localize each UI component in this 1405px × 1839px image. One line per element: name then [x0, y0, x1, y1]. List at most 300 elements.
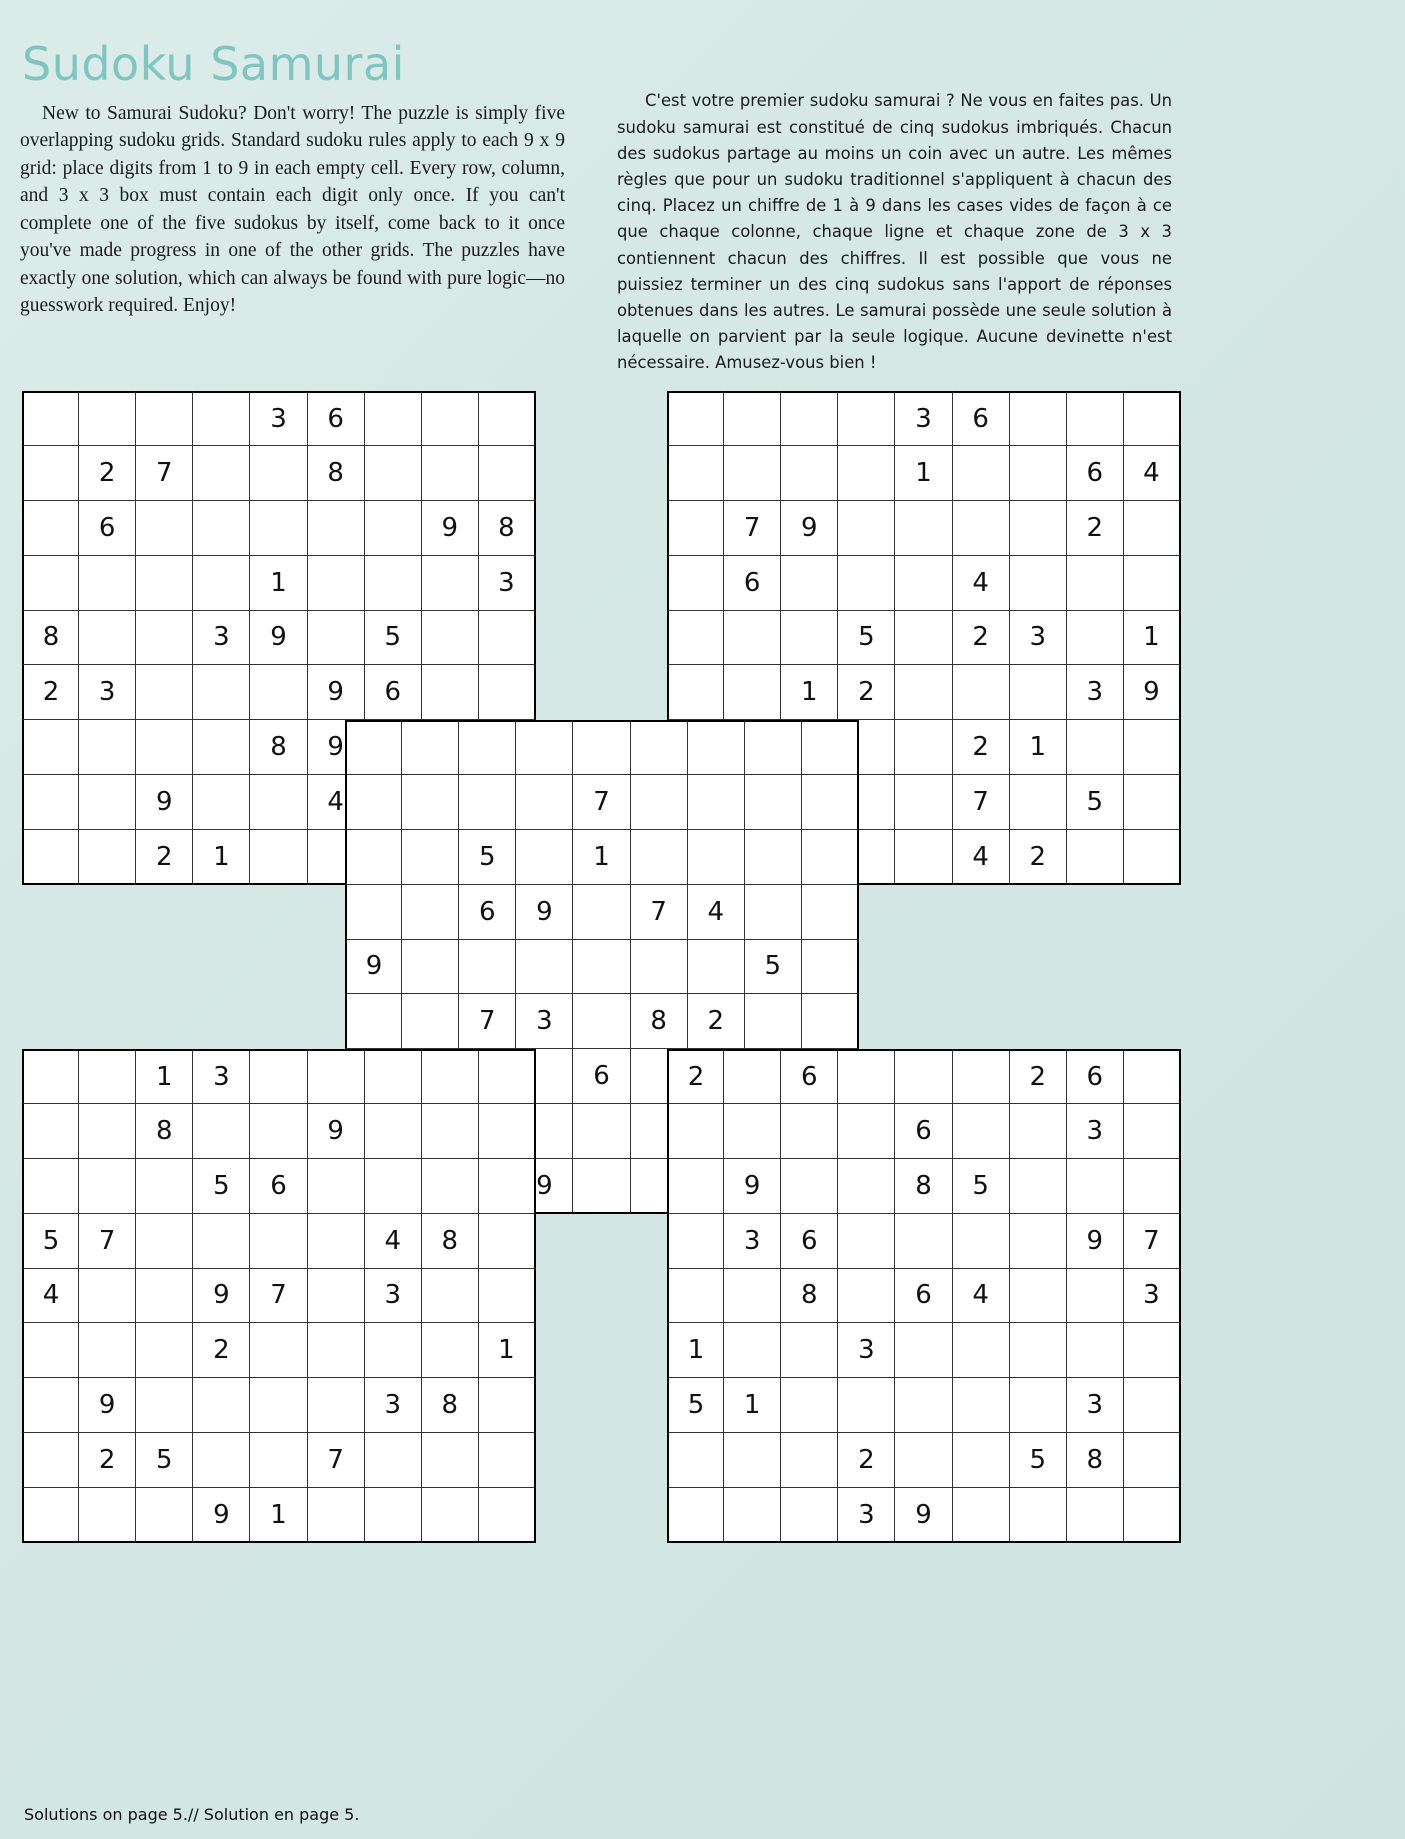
sudoku-cell-empty[interactable]: [479, 391, 536, 446]
sudoku-cell-empty[interactable]: [781, 1323, 838, 1378]
sudoku-cell-empty[interactable]: [1124, 391, 1181, 446]
sudoku-cell-empty[interactable]: [1124, 501, 1181, 556]
sudoku-cell-empty[interactable]: [516, 940, 573, 995]
sudoku-cell-empty[interactable]: [22, 830, 79, 885]
sudoku-cell-empty[interactable]: [895, 1214, 952, 1269]
sudoku-cell-empty[interactable]: [365, 556, 422, 611]
sudoku-cell-empty[interactable]: [422, 1433, 479, 1488]
sudoku-cell-empty[interactable]: [308, 1323, 365, 1378]
sudoku-cell-empty[interactable]: [479, 611, 536, 666]
sudoku-cell-given: 3: [1010, 611, 1067, 666]
sudoku-cell-empty[interactable]: [308, 501, 365, 556]
sudoku-cell-empty[interactable]: [136, 720, 193, 775]
sudoku-cell-empty[interactable]: [667, 391, 724, 446]
sudoku-cell-empty[interactable]: [22, 775, 79, 830]
sudoku-cell-empty[interactable]: [193, 391, 250, 446]
sudoku-cell-empty[interactable]: [781, 611, 838, 666]
sudoku-cell-empty[interactable]: [250, 1378, 307, 1433]
sudoku-cell-given: 5: [953, 1159, 1010, 1214]
sudoku-cell-empty[interactable]: [250, 1104, 307, 1159]
sudoku-cell-empty[interactable]: [250, 1049, 307, 1104]
sudoku-cell-given: 2: [688, 994, 745, 1049]
sudoku-cell-empty[interactable]: [22, 1104, 79, 1159]
sudoku-cell-empty[interactable]: [573, 940, 630, 995]
sudoku-cell-empty[interactable]: [22, 1049, 79, 1104]
sudoku-cell-empty[interactable]: [136, 391, 193, 446]
sudoku-cell-empty[interactable]: [22, 1433, 79, 1488]
sudoku-cell-empty[interactable]: [479, 446, 536, 501]
sudoku-cell-empty[interactable]: [573, 1159, 630, 1214]
sudoku-cell-empty[interactable]: [781, 1433, 838, 1488]
sudoku-cell-empty[interactable]: [365, 446, 422, 501]
sudoku-cell-empty[interactable]: [688, 830, 745, 885]
sudoku-cell-empty[interactable]: [745, 720, 802, 775]
sudoku-cell-empty[interactable]: [136, 1159, 193, 1214]
sudoku-cell-given: 3: [365, 1269, 422, 1324]
sudoku-cell-empty[interactable]: [79, 1488, 136, 1543]
sudoku-cell-empty[interactable]: [895, 665, 952, 720]
sudoku-cell-empty[interactable]: [745, 830, 802, 885]
sudoku-cell-given: 5: [1067, 775, 1124, 830]
sudoku-cell-empty[interactable]: [308, 611, 365, 666]
sudoku-cell-empty[interactable]: [402, 885, 459, 940]
sudoku-cell-empty[interactable]: [1010, 556, 1067, 611]
sudoku-cell-empty[interactable]: [838, 1159, 895, 1214]
sudoku-cell-empty[interactable]: [745, 775, 802, 830]
sudoku-cell-empty[interactable]: [667, 1269, 724, 1324]
sudoku-cell-empty[interactable]: [1010, 1214, 1067, 1269]
sudoku-cell-empty[interactable]: [631, 830, 688, 885]
sudoku-cell-given: 5: [136, 1433, 193, 1488]
sudoku-cell-empty[interactable]: [308, 1269, 365, 1324]
sudoku-cell-empty[interactable]: [667, 501, 724, 556]
sudoku-cell-given: 1: [724, 1378, 781, 1433]
sudoku-cell-empty[interactable]: [1010, 446, 1067, 501]
sudoku-cell-given: 3: [250, 391, 307, 446]
sudoku-cell-empty[interactable]: [402, 994, 459, 1049]
sudoku-cell-empty[interactable]: [422, 1269, 479, 1324]
sudoku-cell-empty[interactable]: [745, 885, 802, 940]
sudoku-cell-empty[interactable]: [895, 720, 952, 775]
sudoku-cell-empty[interactable]: [365, 1104, 422, 1159]
sudoku-cell-empty[interactable]: [838, 1214, 895, 1269]
sudoku-cell-given: 2: [79, 1433, 136, 1488]
sudoku-cell-empty[interactable]: [402, 775, 459, 830]
sudoku-cell-empty[interactable]: [838, 1049, 895, 1104]
sudoku-cell-empty[interactable]: [308, 1049, 365, 1104]
sudoku-cell-empty[interactable]: [479, 1214, 536, 1269]
sudoku-cell-given: 3: [1124, 1269, 1181, 1324]
sudoku-cell-empty[interactable]: [953, 1488, 1010, 1543]
sudoku-cell-empty[interactable]: [308, 1159, 365, 1214]
sudoku-cell-empty[interactable]: [953, 1323, 1010, 1378]
sudoku-cell-empty[interactable]: [781, 1378, 838, 1433]
sudoku-cell-empty[interactable]: [1010, 1378, 1067, 1433]
sudoku-cell-empty[interactable]: [724, 391, 781, 446]
sudoku-cell-empty[interactable]: [1067, 391, 1124, 446]
sudoku-cell-empty[interactable]: [1124, 1159, 1181, 1214]
sudoku-cell-empty[interactable]: [631, 775, 688, 830]
sudoku-cell-empty[interactable]: [802, 720, 859, 775]
sudoku-cell-empty[interactable]: [459, 775, 516, 830]
sudoku-cell-empty[interactable]: [953, 1378, 1010, 1433]
sudoku-cell-empty[interactable]: [1067, 1323, 1124, 1378]
sudoku-cell-empty[interactable]: [802, 885, 859, 940]
sudoku-cell-empty[interactable]: [22, 501, 79, 556]
sudoku-cell-empty[interactable]: [1124, 1433, 1181, 1488]
sudoku-cell-empty[interactable]: [79, 720, 136, 775]
sudoku-cell-empty[interactable]: [953, 1049, 1010, 1104]
sudoku-cell-empty[interactable]: [422, 446, 479, 501]
sudoku-cell-empty[interactable]: [1124, 830, 1181, 885]
sudoku-cell-given: 7: [459, 994, 516, 1049]
sudoku-cell-empty[interactable]: [667, 1159, 724, 1214]
sudoku-cell-given: 1: [781, 665, 838, 720]
sudoku-cell-empty[interactable]: [781, 556, 838, 611]
sudoku-cell-empty[interactable]: [365, 391, 422, 446]
sudoku-cell-empty[interactable]: [345, 885, 402, 940]
sudoku-cell-empty[interactable]: [422, 1159, 479, 1214]
sudoku-cell-empty[interactable]: [1067, 611, 1124, 666]
sudoku-cell-empty[interactable]: [459, 720, 516, 775]
sudoku-cell-given: 7: [953, 775, 1010, 830]
sudoku-cell-empty[interactable]: [895, 775, 952, 830]
sudoku-cell-empty[interactable]: [724, 1104, 781, 1159]
sudoku-cell-empty[interactable]: [953, 665, 1010, 720]
sudoku-cell-given: 6: [79, 501, 136, 556]
sudoku-cell-empty[interactable]: [838, 391, 895, 446]
sudoku-cell-empty[interactable]: [193, 556, 250, 611]
sudoku-cell-empty[interactable]: [250, 1323, 307, 1378]
sudoku-cell-empty[interactable]: [895, 1433, 952, 1488]
sudoku-cell-empty[interactable]: [193, 1433, 250, 1488]
sudoku-cell-empty[interactable]: [724, 1269, 781, 1324]
sudoku-cell-empty[interactable]: [667, 665, 724, 720]
sudoku-cell-empty[interactable]: [79, 1104, 136, 1159]
sudoku-cell-empty[interactable]: [895, 556, 952, 611]
sudoku-cell-empty[interactable]: [1010, 1104, 1067, 1159]
sudoku-cell-empty[interactable]: [308, 556, 365, 611]
sudoku-cell-empty[interactable]: [516, 775, 573, 830]
sudoku-cell-empty[interactable]: [422, 611, 479, 666]
sudoku-cell-empty[interactable]: [250, 775, 307, 830]
sudoku-cell-empty[interactable]: [838, 1269, 895, 1324]
sudoku-cell-empty[interactable]: [479, 1049, 536, 1104]
sudoku-cell-empty[interactable]: [422, 556, 479, 611]
sudoku-cell-empty[interactable]: [22, 1378, 79, 1433]
sudoku-cell-given: 2: [838, 1433, 895, 1488]
sudoku-cell-empty[interactable]: [667, 1104, 724, 1159]
sudoku-cell-empty[interactable]: [1124, 1104, 1181, 1159]
sudoku-cell-empty[interactable]: [365, 1049, 422, 1104]
sudoku-cell-given: 7: [573, 775, 630, 830]
sudoku-cell-empty[interactable]: [79, 830, 136, 885]
sudoku-cell-empty[interactable]: [193, 1104, 250, 1159]
sudoku-cell-empty[interactable]: [193, 720, 250, 775]
sudoku-cell-given: 2: [79, 446, 136, 501]
sudoku-cell-empty[interactable]: [1067, 830, 1124, 885]
sudoku-cell-empty[interactable]: [136, 665, 193, 720]
sudoku-cell-empty[interactable]: [688, 720, 745, 775]
sudoku-cell-empty[interactable]: [724, 611, 781, 666]
sudoku-cell-empty[interactable]: [1067, 1159, 1124, 1214]
sudoku-cell-empty[interactable]: [250, 1214, 307, 1269]
sudoku-cell-given: 9: [136, 775, 193, 830]
sudoku-cell-empty[interactable]: [193, 1214, 250, 1269]
sudoku-cell-empty[interactable]: [573, 1104, 630, 1159]
sudoku-cell-empty[interactable]: [422, 665, 479, 720]
sudoku-cell-given: 6: [365, 665, 422, 720]
sudoku-cell-empty[interactable]: [724, 665, 781, 720]
sudoku-cell-empty[interactable]: [1010, 665, 1067, 720]
sudoku-cell-empty[interactable]: [79, 1049, 136, 1104]
sudoku-cell-given: 3: [1067, 665, 1124, 720]
sudoku-cell-empty[interactable]: [136, 1269, 193, 1324]
sudoku-cell-empty[interactable]: [724, 1433, 781, 1488]
sudoku-cell-empty[interactable]: [802, 830, 859, 885]
sudoku-cell-empty[interactable]: [781, 1104, 838, 1159]
sudoku-cell-empty[interactable]: [422, 391, 479, 446]
sudoku-cell-empty[interactable]: [895, 1323, 952, 1378]
sudoku-cell-empty[interactable]: [688, 940, 745, 995]
sudoku-cell-given: 6: [573, 1049, 630, 1104]
sudoku-cell-empty[interactable]: [402, 720, 459, 775]
sudoku-cell-empty[interactable]: [781, 1488, 838, 1543]
sudoku-cell-empty[interactable]: [724, 446, 781, 501]
sudoku-cell-given: 9: [1124, 665, 1181, 720]
sudoku-cell-empty[interactable]: [1010, 1323, 1067, 1378]
sudoku-cell-given: 9: [193, 1488, 250, 1543]
sudoku-cell-empty[interactable]: [781, 391, 838, 446]
sudoku-cell-empty[interactable]: [422, 1104, 479, 1159]
sudoku-cell-empty[interactable]: [895, 830, 952, 885]
sudoku-cell-given: 9: [422, 501, 479, 556]
sudoku-cell-empty[interactable]: [838, 446, 895, 501]
sudoku-cell-given: 2: [667, 1049, 724, 1104]
sudoku-cell-empty[interactable]: [79, 391, 136, 446]
sudoku-cell-empty[interactable]: [573, 720, 630, 775]
sudoku-cell-empty[interactable]: [136, 1488, 193, 1543]
sudoku-cell-empty[interactable]: [479, 1378, 536, 1433]
sudoku-cell-empty[interactable]: [838, 556, 895, 611]
sudoku-cell-given: 9: [308, 665, 365, 720]
sudoku-cell-empty[interactable]: [745, 994, 802, 1049]
sudoku-cell-given: 9: [345, 940, 402, 995]
sudoku-cell-empty[interactable]: [193, 775, 250, 830]
sudoku-cell-empty[interactable]: [365, 1323, 422, 1378]
sudoku-cell-empty[interactable]: [1010, 501, 1067, 556]
sudoku-cell-given: 9: [1067, 1214, 1124, 1269]
sudoku-cell-empty[interactable]: [802, 775, 859, 830]
sudoku-cell-empty[interactable]: [953, 501, 1010, 556]
sudoku-cell-empty[interactable]: [1124, 556, 1181, 611]
sudoku-cell-empty[interactable]: [1010, 775, 1067, 830]
sudoku-cell-given: 3: [724, 1214, 781, 1269]
sudoku-cell-empty[interactable]: [345, 994, 402, 1049]
sudoku-cell-empty[interactable]: [79, 1269, 136, 1324]
sudoku-cell-empty[interactable]: [631, 720, 688, 775]
sudoku-cell-empty[interactable]: [22, 1159, 79, 1214]
sudoku-cell-empty[interactable]: [422, 1323, 479, 1378]
sudoku-cell-empty[interactable]: [667, 556, 724, 611]
sudoku-cell-given: 7: [136, 446, 193, 501]
sudoku-cell-empty[interactable]: [345, 720, 402, 775]
sudoku-cell-empty[interactable]: [953, 1214, 1010, 1269]
sudoku-cell-empty[interactable]: [667, 446, 724, 501]
sudoku-cell-empty[interactable]: [22, 1488, 79, 1543]
sudoku-cell-empty[interactable]: [895, 611, 952, 666]
sudoku-cell-empty[interactable]: [479, 1433, 536, 1488]
sudoku-cell-empty[interactable]: [802, 940, 859, 995]
sudoku-cell-empty[interactable]: [631, 940, 688, 995]
sudoku-cell-empty[interactable]: [1067, 556, 1124, 611]
sudoku-cell-empty[interactable]: [250, 501, 307, 556]
sudoku-cell-empty[interactable]: [79, 611, 136, 666]
sudoku-cell-empty[interactable]: [250, 446, 307, 501]
sudoku-cell-given: 4: [953, 830, 1010, 885]
sudoku-cell-empty[interactable]: [667, 1433, 724, 1488]
sudoku-cell-given: 1: [573, 830, 630, 885]
sudoku-cell-empty[interactable]: [250, 665, 307, 720]
sudoku-cell-empty[interactable]: [895, 1049, 952, 1104]
sudoku-cell-empty[interactable]: [479, 1269, 536, 1324]
sudoku-cell-given: 6: [895, 1104, 952, 1159]
sudoku-cell-empty[interactable]: [838, 1378, 895, 1433]
sudoku-cell-empty[interactable]: [136, 611, 193, 666]
sudoku-cell-empty[interactable]: [345, 830, 402, 885]
sudoku-cell-empty[interactable]: [953, 446, 1010, 501]
sudoku-cell-empty[interactable]: [516, 720, 573, 775]
sudoku-cell-empty[interactable]: [136, 1378, 193, 1433]
sudoku-cell-given: 9: [308, 1104, 365, 1159]
sudoku-cell-empty[interactable]: [79, 556, 136, 611]
sudoku-cell-empty[interactable]: [193, 446, 250, 501]
sudoku-cell-empty[interactable]: [22, 391, 79, 446]
sudoku-cell-given: 1: [250, 1488, 307, 1543]
sudoku-cell-given: 1: [1124, 611, 1181, 666]
sudoku-cell-empty[interactable]: [459, 940, 516, 995]
sudoku-cell-empty[interactable]: [1010, 1269, 1067, 1324]
sudoku-cell-empty[interactable]: [667, 1214, 724, 1269]
intro-text-english: New to Samurai Sudoku? Don't worry! The puzzle is simply five overlapping sudoku grids. Standard sudoku rules apply to each 9 x 9 grid: place digits from 1 to 9 in each empty cell. Every row, column, and 3 x 3 box must contain each digit only once. If you can't complete one of the five sudokus by itself, come back to it once you've made progress in one of the other grids. The puzzles have exactly one solution, which can always be found with pure logic—no guesswork required. Enjoy!: [20, 102, 565, 316]
sudoku-cell-empty[interactable]: [136, 556, 193, 611]
sudoku-cell-empty[interactable]: [953, 1104, 1010, 1159]
sudoku-cell-empty[interactable]: [1124, 775, 1181, 830]
sudoku-cell-empty[interactable]: [781, 446, 838, 501]
sudoku-cell-empty[interactable]: [781, 1159, 838, 1214]
sudoku-cell-empty[interactable]: [402, 830, 459, 885]
sudoku-cell-empty[interactable]: [479, 665, 536, 720]
sudoku-cell-empty[interactable]: [402, 940, 459, 995]
sudoku-cell-empty[interactable]: [1010, 391, 1067, 446]
sudoku-cell-empty[interactable]: [1124, 720, 1181, 775]
sudoku-cell-empty[interactable]: [22, 720, 79, 775]
sudoku-cell-empty[interactable]: [479, 1104, 536, 1159]
sudoku-cell-empty[interactable]: [573, 994, 630, 1049]
sudoku-cell-empty[interactable]: [1124, 1323, 1181, 1378]
sudoku-cell-empty[interactable]: [1010, 1488, 1067, 1543]
sudoku-cell-given: 9: [781, 501, 838, 556]
sudoku-cell-empty[interactable]: [724, 1049, 781, 1104]
sudoku-cell-given: 8: [1067, 1433, 1124, 1488]
sudoku-cell-empty[interactable]: [250, 1433, 307, 1488]
sudoku-cell-empty[interactable]: [802, 994, 859, 1049]
sudoku-cell-empty[interactable]: [193, 665, 250, 720]
sudoku-cell-empty[interactable]: [365, 501, 422, 556]
sudoku-cell-empty[interactable]: [308, 1214, 365, 1269]
sudoku-cell-empty[interactable]: [136, 1323, 193, 1378]
sudoku-cell-empty[interactable]: [667, 611, 724, 666]
sudoku-cell-empty[interactable]: [136, 1214, 193, 1269]
sudoku-cell-given: 2: [953, 611, 1010, 666]
sudoku-cell-given: 4: [22, 1269, 79, 1324]
sudoku-cell-empty[interactable]: [1010, 1159, 1067, 1214]
sudoku-cell-empty[interactable]: [724, 1323, 781, 1378]
sudoku-cell-empty[interactable]: [1067, 720, 1124, 775]
sudoku-cell-empty[interactable]: [365, 1159, 422, 1214]
sudoku-cell-given: 3: [1067, 1378, 1124, 1433]
sudoku-cell-given: 5: [745, 940, 802, 995]
sudoku-cell-given: 5: [667, 1378, 724, 1433]
sudoku-cell-empty[interactable]: [724, 1488, 781, 1543]
sudoku-cell-empty[interactable]: [308, 1488, 365, 1543]
sudoku-cell-empty[interactable]: [573, 885, 630, 940]
sudoku-cell-empty[interactable]: [688, 775, 745, 830]
sudoku-cell-empty[interactable]: [667, 1488, 724, 1543]
sudoku-cell-empty[interactable]: [953, 1433, 1010, 1488]
sudoku-cell-given: 5: [459, 830, 516, 885]
sudoku-cell-empty[interactable]: [516, 830, 573, 885]
sudoku-cell-empty[interactable]: [79, 1323, 136, 1378]
sudoku-cell-empty[interactable]: [308, 1378, 365, 1433]
sudoku-cell-empty[interactable]: [22, 556, 79, 611]
sudoku-cell-empty[interactable]: [365, 1433, 422, 1488]
sudoku-cell-empty[interactable]: [1067, 1488, 1124, 1543]
sudoku-cell-given: 4: [308, 775, 365, 830]
sudoku-cell-empty[interactable]: [79, 775, 136, 830]
sudoku-cell-empty[interactable]: [895, 501, 952, 556]
sudoku-cell-empty[interactable]: [22, 1323, 79, 1378]
sudoku-cell-empty[interactable]: [838, 1104, 895, 1159]
sudoku-cell-empty[interactable]: [422, 1049, 479, 1104]
sudoku-cell-given: 2: [1067, 501, 1124, 556]
sudoku-cell-empty[interactable]: [365, 1488, 422, 1543]
sudoku-cell-empty[interactable]: [136, 501, 193, 556]
sudoku-cell-given: 2: [1010, 1049, 1067, 1104]
sudoku-cell-given: 1: [667, 1323, 724, 1378]
sudoku-cell-empty[interactable]: [22, 446, 79, 501]
sudoku-cell-empty[interactable]: [479, 1159, 536, 1214]
sudoku-cell-empty[interactable]: [1124, 1049, 1181, 1104]
sudoku-cell-empty[interactable]: [895, 1378, 952, 1433]
sudoku-cell-given: 2: [953, 720, 1010, 775]
sudoku-cell-empty[interactable]: [193, 1378, 250, 1433]
sudoku-cell-empty[interactable]: [479, 1488, 536, 1543]
sudoku-cell-empty[interactable]: [1067, 1269, 1124, 1324]
sudoku-cell-given: 1: [250, 556, 307, 611]
sudoku-cell-empty[interactable]: [1124, 1378, 1181, 1433]
sudoku-cell-empty[interactable]: [838, 501, 895, 556]
sudoku-cell-empty[interactable]: [345, 775, 402, 830]
sudoku-cell-empty[interactable]: [193, 501, 250, 556]
sudoku-cell-given: 6: [895, 1269, 952, 1324]
sudoku-cell-empty[interactable]: [79, 1159, 136, 1214]
sudoku-cell-empty[interactable]: [422, 1488, 479, 1543]
sudoku-cell-empty[interactable]: [250, 830, 307, 885]
sudoku-cell-given: 8: [422, 1214, 479, 1269]
sudoku-cell-given: 6: [953, 391, 1010, 446]
sudoku-cell-empty[interactable]: [1124, 1488, 1181, 1543]
